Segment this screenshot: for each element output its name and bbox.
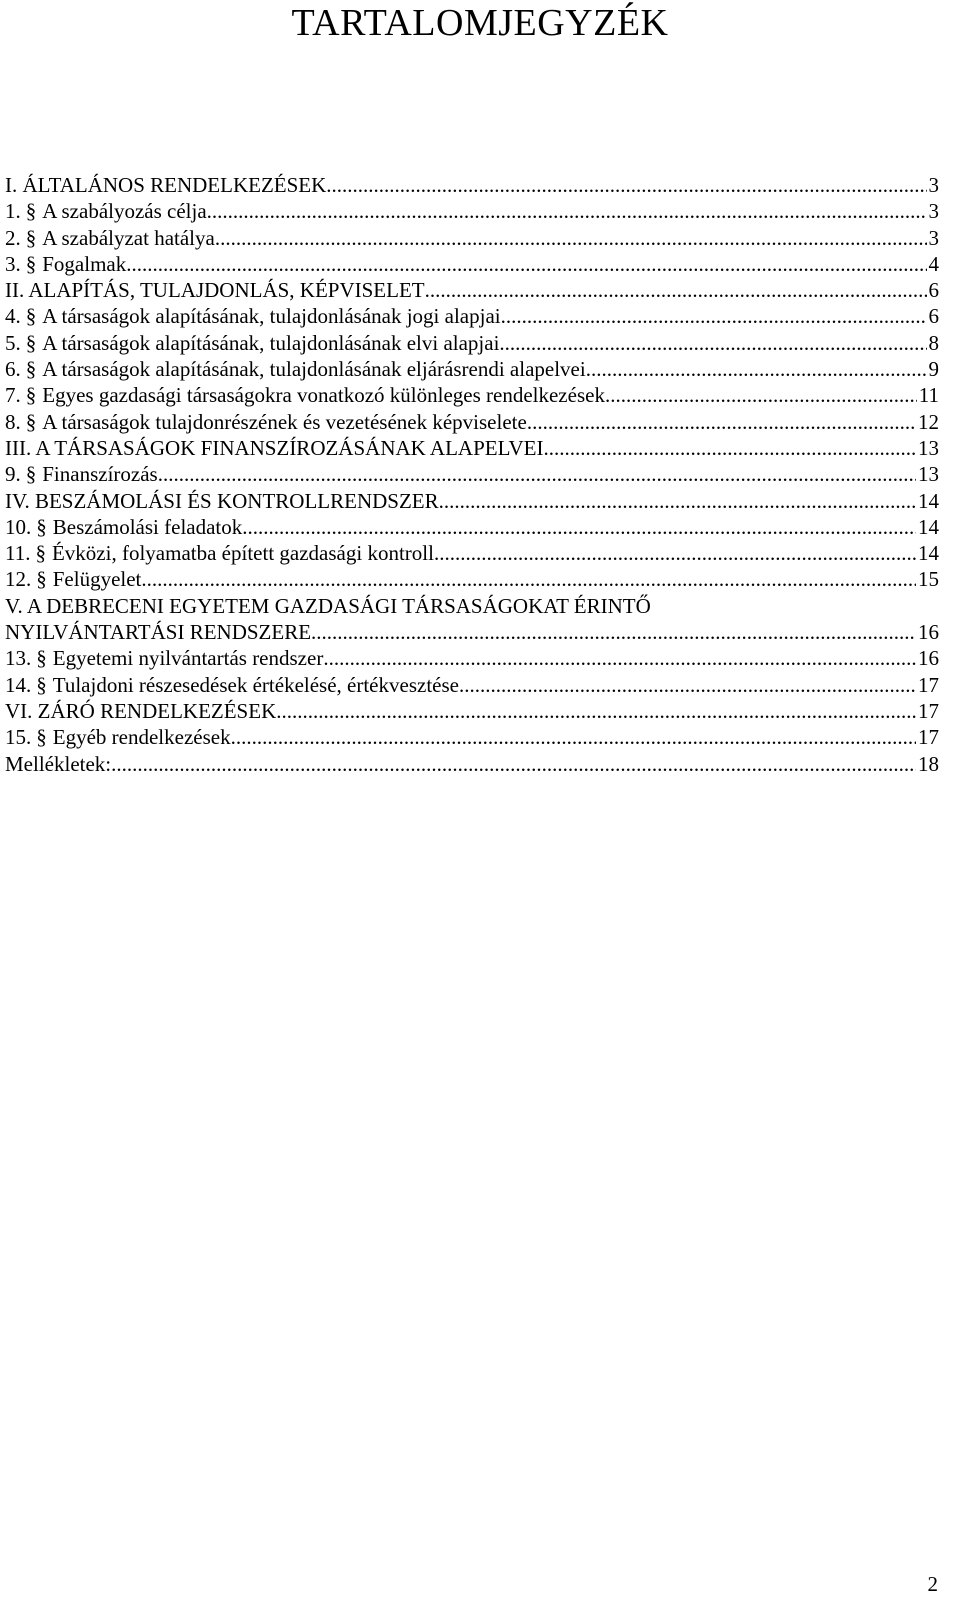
- toc-entry-label: A szabályzat hatálya: [42, 225, 215, 250]
- toc-entry-number: 9.: [5, 462, 21, 487]
- toc-entry[interactable]: [5, 356, 939, 382]
- toc-entry-page: 3: [928, 225, 939, 250]
- toc-entry[interactable]: [5, 488, 939, 514]
- toc-entry-page: 17: [918, 698, 939, 723]
- section-symbol-icon: §: [25, 330, 37, 355]
- toc-entry-number: 4.: [5, 304, 21, 329]
- dot-leader: [242, 514, 916, 540]
- toc-entry[interactable]: [5, 303, 939, 329]
- section-symbol-icon: §: [36, 514, 47, 539]
- section-symbol-icon: §: [25, 199, 37, 224]
- toc-entry[interactable]: [5, 330, 939, 356]
- toc-entry-label: Tulajdoni részesedések értékelésé, értékvesztése: [52, 672, 459, 697]
- dot-leader: [605, 382, 917, 408]
- toc-entry-label: A társaságok alapításának, tulajdonlásának jogi alapjai: [42, 304, 501, 329]
- toc-entry-heading: [5, 724, 231, 750]
- toc-entry-number: II.: [5, 278, 25, 303]
- toc-entry-label: BESZÁMOLÁSI ÉS KONTROLLRENDSZER: [34, 488, 439, 513]
- toc-entry-page: 16: [918, 620, 939, 645]
- toc-entry-page: 12: [918, 409, 939, 434]
- toc-entry[interactable]: [5, 435, 939, 461]
- toc-entry-number: 15.: [5, 725, 32, 750]
- dot-leader: [499, 330, 926, 356]
- dot-leader: [527, 409, 916, 435]
- dot-leader: [126, 251, 926, 277]
- toc-entry[interactable]: [5, 619, 939, 645]
- toc-entry-heading: [5, 514, 242, 540]
- toc-entry-label: Finanszírozás: [42, 462, 158, 487]
- dot-leader: [111, 751, 916, 777]
- toc-entry[interactable]: [5, 540, 939, 566]
- toc-entry-line: [5, 593, 939, 619]
- toc-entry-heading: [5, 409, 527, 435]
- toc-entry[interactable]: [5, 277, 939, 303]
- toc-entry-label: Mellékletek:: [5, 751, 112, 776]
- toc-entry-number: 12.: [5, 567, 32, 592]
- toc-entry-label: Egyetemi nyilvántartás rendszer: [52, 646, 324, 671]
- toc-entry-page: 14: [918, 488, 939, 513]
- toc-entry-number: 7.: [5, 383, 21, 408]
- dot-leader: [586, 356, 927, 382]
- toc-entry-page: 17: [918, 725, 939, 750]
- toc-entry[interactable]: [5, 645, 939, 671]
- toc-entry-heading: [5, 461, 158, 487]
- section-symbol-icon: §: [25, 462, 37, 487]
- toc-entry-page: 14: [918, 514, 939, 539]
- toc-entry-number: 6.: [5, 357, 21, 382]
- toc-entry-heading: [5, 566, 141, 592]
- toc-entry-heading: [5, 330, 499, 356]
- toc-entry-label: ZÁRÓ RENDELKEZÉSEK: [37, 698, 277, 723]
- toc-entry-label: A társaságok tulajdonrészének és vezetésének képviselete: [42, 409, 527, 434]
- toc-entry-label: A társaságok alapításának, tulajdonlásának elvi alapjai: [42, 330, 500, 355]
- toc-entry-number: 13.: [5, 646, 32, 671]
- toc-entry-number: IV.: [5, 488, 30, 513]
- toc-entry-heading: [5, 645, 323, 671]
- toc-entry[interactable]: [5, 251, 939, 277]
- dot-leader: [207, 198, 927, 224]
- section-symbol-icon: §: [36, 646, 47, 671]
- toc-entry[interactable]: [5, 698, 939, 724]
- toc-entry-label-continued: NYILVÁNTARTÁSI RENDSZERE: [5, 620, 312, 645]
- toc-entry-number: V.: [5, 593, 23, 618]
- dot-leader: [434, 540, 916, 566]
- toc-entry-heading: [5, 751, 111, 777]
- toc-entry-page: 13: [918, 462, 939, 487]
- toc-entry-page: 18: [918, 751, 939, 776]
- toc-entry[interactable]: [5, 724, 939, 750]
- section-symbol-icon: §: [25, 251, 37, 276]
- dot-leader: [231, 724, 916, 750]
- toc-entry[interactable]: [5, 672, 939, 698]
- dot-leader: [158, 461, 916, 487]
- toc-entry-page: 6: [928, 278, 939, 303]
- toc-entry-label: Évközi, folyamatba épített gazdasági kontroll: [51, 541, 434, 566]
- toc-entry-page: 4: [928, 251, 939, 276]
- toc-entry-page: 3: [928, 173, 939, 197]
- dot-leader: [425, 277, 927, 303]
- dot-leader: [276, 698, 916, 724]
- toc-entry-heading: [5, 488, 439, 514]
- toc-entry-number: 2.: [5, 225, 21, 250]
- dot-leader: [323, 645, 916, 671]
- toc-entry[interactable]: [5, 172, 939, 198]
- toc-entry[interactable]: [5, 198, 939, 224]
- section-symbol-icon: §: [36, 567, 47, 592]
- toc-entry-number: 14.: [5, 672, 32, 697]
- toc-entry-number: 8.: [5, 409, 21, 434]
- section-symbol-icon: §: [36, 725, 47, 750]
- toc-entry[interactable]: [5, 751, 939, 777]
- toc-entry-page: 11: [918, 383, 939, 408]
- toc-entry[interactable]: [5, 225, 939, 251]
- dot-leader: [215, 225, 927, 251]
- toc-entry[interactable]: [5, 461, 939, 487]
- toc-entry-heading: [5, 172, 326, 198]
- section-symbol-icon: §: [25, 383, 37, 408]
- dot-leader: [439, 488, 916, 514]
- toc-entry-label: Egyes gazdasági társaságokra vonatkozó különleges rendelkezések: [42, 383, 605, 408]
- dot-leader: [311, 619, 916, 645]
- toc-entry-label: Egyéb rendelkezések: [52, 725, 231, 750]
- toc-entry-number: 1.: [5, 199, 21, 224]
- toc-entry-heading: [5, 435, 543, 461]
- section-symbol-icon: §: [25, 225, 37, 250]
- section-symbol-icon: §: [25, 304, 37, 329]
- toc-entry[interactable]: [5, 566, 939, 592]
- toc-entry-page: 14: [918, 541, 939, 566]
- toc-entry-label: A TÁRSASÁGOK FINANSZÍROZÁSÁNAK ALAPELVEI: [35, 435, 544, 460]
- toc-entry-page: 17: [918, 672, 939, 697]
- toc-entry-page: 3: [928, 199, 939, 224]
- toc-entry-number: 11.: [5, 541, 31, 566]
- section-symbol-icon: §: [35, 541, 46, 566]
- toc-entry-number: 5.: [5, 330, 21, 355]
- table-of-contents: [5, 172, 939, 777]
- toc-entry-number: I.: [5, 173, 18, 197]
- toc-entry-heading: [5, 277, 425, 303]
- section-symbol-icon: §: [36, 672, 47, 697]
- toc-entry-label: A szabályozás célja: [42, 199, 207, 224]
- toc-entry-label: A DEBRECENI EGYETEM GAZDASÁGI TÁRSASÁGOKAT ÉRINTŐ: [26, 593, 651, 618]
- toc-entry-number: III.: [5, 435, 32, 460]
- toc-entry-number: 3.: [5, 251, 21, 276]
- dot-leader: [501, 303, 927, 329]
- toc-entry-label: ALAPÍTÁS, TULAJDONLÁS, KÉPVISELET: [28, 278, 425, 303]
- dot-leader: [543, 435, 916, 461]
- toc-entry-page: 13: [918, 435, 939, 460]
- toc-entry-page: 16: [918, 646, 939, 671]
- toc-entry[interactable]: [5, 514, 939, 540]
- document-title: TARTALOMJEGYZÉK: [291, 2, 669, 44]
- toc-entry[interactable]: [5, 409, 939, 435]
- toc-entry-label: ÁLTALÁNOS RENDELKEZÉSEK: [22, 173, 327, 197]
- toc-entry-heading: [5, 198, 207, 224]
- toc-entry-page: 9: [928, 357, 939, 382]
- toc-entry-label: Beszámolási feladatok: [52, 514, 243, 539]
- toc-entry-page: 8: [928, 330, 939, 355]
- toc-entry-heading: [5, 303, 501, 329]
- toc-entry-label: Felügyelet: [52, 567, 142, 592]
- toc-entry-heading: [5, 698, 276, 724]
- toc-entry-number: 10.: [5, 514, 32, 539]
- section-symbol-icon: §: [25, 357, 37, 382]
- dot-leader: [141, 566, 916, 592]
- toc-entry-label: A társaságok alapításának, tulajdonlásának eljárásrendi alapelvei: [42, 357, 586, 382]
- toc-entry-heading: [5, 356, 586, 382]
- section-symbol-icon: §: [25, 409, 37, 434]
- dot-leader: [459, 672, 916, 698]
- toc-entry-number: VI.: [5, 698, 33, 723]
- toc-entry-page: 6: [928, 304, 939, 329]
- toc-entry-heading: [5, 382, 605, 408]
- dot-leader: [326, 172, 926, 198]
- toc-entry-heading: [5, 251, 126, 277]
- toc-entry-label: Fogalmak: [42, 251, 127, 276]
- toc-entry-heading: [5, 225, 215, 251]
- toc-entry-page: 15: [918, 567, 939, 592]
- page-number: 2: [927, 1572, 938, 1596]
- toc-entry-heading: [5, 672, 459, 698]
- toc-entry-heading: [5, 540, 434, 566]
- toc-entry[interactable]: [5, 382, 939, 408]
